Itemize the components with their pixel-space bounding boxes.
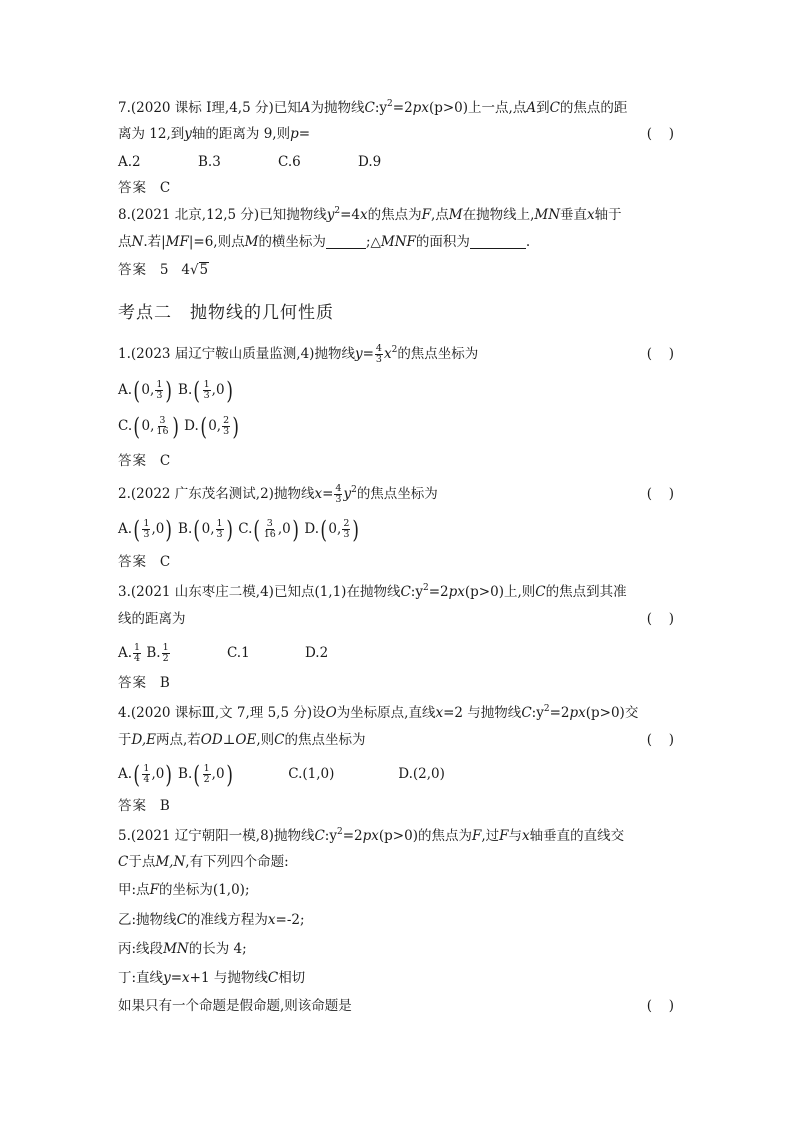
q8-text: 的面积为 [415,234,470,250]
answer-parens [647,484,674,504]
denominator: 3 [203,390,210,401]
p3-eq: =2 [428,584,449,600]
p3-line1 [118,582,674,602]
var: MN [534,207,561,223]
p5-text: ,有下列四个命题: [185,854,289,870]
numerator: 3 [159,415,166,426]
p5-text: 5.(2021 辽宁朝阳一模,8)抛物线 [118,828,315,844]
var: x [522,828,530,844]
fraction [133,643,141,664]
q7-eq: =2 [392,100,413,116]
answer-value: B [159,675,170,691]
option-b: B. [178,382,193,398]
p5-ding [118,968,305,988]
numerator: 1 [156,379,163,390]
answer-label: 答案 [118,180,147,196]
denominator: 3 [156,390,163,401]
var: x [314,486,323,502]
fraction [142,764,150,785]
fraction [155,380,163,401]
answer-value: C [159,453,171,469]
option-d: D. [304,521,320,537]
paren-open: ( [646,732,652,748]
option-a: A. [118,645,133,661]
q7-text: 7.(2020 课标 Ⅰ理,4,5 分)已知 [118,100,301,116]
denominator: 2 [203,774,210,785]
option-d: D.(2,0) [398,766,445,782]
fraction [216,519,224,540]
p4-text: 两点,若 [156,732,201,748]
exponent: 2 [351,485,357,495]
q8-line2 [118,232,530,252]
answer-parens [647,609,674,629]
q8-text: 轴于 [594,207,622,223]
var: x [435,705,444,721]
p5-text: 轴垂直的直线交 [529,828,625,844]
fill-blank-1[interactable] [326,234,366,249]
perpendicular-icon: ⊥ [222,732,236,748]
p5-eq: =2 [342,828,363,844]
var: O [325,705,337,721]
numerator: 1 [134,642,141,653]
var: D,E [131,732,156,748]
paren-open: ( [646,611,652,627]
p5-text: 的焦点为 [417,828,472,844]
var: C [364,100,375,116]
p4-text: 为坐标原点,直线 [336,705,436,721]
paren-open: ( [193,515,201,544]
var: C [400,584,411,600]
var: C [521,705,532,721]
p3-text: 3.(2021 山东枣庄二模,4)已知点(1,1)在抛物线 [118,584,401,600]
paren-open: ( [646,346,652,362]
var: M,N [155,854,186,870]
p2-options [118,515,361,544]
exponent: 2 [391,345,398,355]
var: OE [235,732,257,748]
answer-parens [647,996,674,1016]
p4-options [118,760,445,789]
var: MNF [380,234,416,250]
fraction [142,519,150,540]
denominator: 4 [143,774,150,785]
q8-eq: =4 [340,207,360,223]
p3-cond: (p>0) [464,584,504,600]
var: F [471,828,482,844]
q8-answer [118,260,209,280]
option-b: B.3 [198,154,221,170]
answer-label: 答案 [118,262,147,278]
q7-text: 为抛物线 [310,100,365,116]
var: A [526,100,537,116]
paren-open: ( [646,126,652,142]
q7-cond: (p>0) [428,100,469,116]
q7-text: 到 [536,100,550,116]
p5-text: 相切 [278,970,306,986]
answer-parens [647,730,674,750]
var: MF [165,234,189,250]
p5-text: 丙:线段 [118,941,164,957]
fraction [334,484,342,505]
var: F [421,207,431,223]
exponent: 2 [334,206,341,216]
p5-text: 的长为 4; [188,941,247,957]
numerator: 2 [223,415,230,426]
denominator: 2 [162,653,169,664]
paren-open: ( [193,760,201,789]
paren-close: ) [225,760,233,789]
fraction [375,344,383,365]
answer-value: 5 [159,262,169,278]
var: C [549,100,560,116]
fraction [203,380,211,401]
q7-options [118,152,381,172]
answer-label: 答案 [118,675,147,691]
q7-answer [118,178,170,198]
denominator: 4 [134,653,141,664]
numerator: 3 [266,518,273,529]
var: x [267,912,276,928]
p2-text: 2.(2022 广东茂名测试,2)抛物线 [118,486,315,502]
q8-line1 [118,205,674,225]
answer-value: 4 [181,262,190,278]
option-b: B. [146,645,161,661]
exponent: 2 [422,583,429,593]
q8-text: 在抛物线上, [462,207,535,223]
fraction [222,416,230,437]
p1-answer [118,451,170,471]
p4-line2 [118,730,674,750]
denominator: 16 [263,529,276,540]
exponent: 2 [336,827,343,837]
var: x [359,207,368,223]
paren-close: ) [165,760,173,789]
var: px [448,584,465,600]
var: y [163,970,171,986]
p4-text: =2 与抛物线 [443,705,522,721]
paren-close: ) [232,412,240,441]
numerator: 1 [203,379,210,390]
p3-options [118,643,328,664]
option-a: A.2 [118,154,141,170]
p3-answer [118,673,170,693]
var: C [274,732,285,748]
paren-close: ) [668,611,674,627]
q8-text: 8.(2021 北京,12,5 分)已知抛物线 [118,207,327,223]
p2-text: 的焦点坐标为 [356,486,438,502]
option-value: ,0 [211,382,225,398]
q8-text: ,点 [430,207,449,223]
option-value: 0, [328,521,342,537]
p4-cond: (p>0) [585,705,625,721]
fraction [263,519,277,540]
exponent: 2 [387,99,393,109]
paren-close: ) [668,346,674,362]
paren-open: ( [200,412,207,441]
p5-text: 的准线方程为 [186,912,268,928]
p2-answer [118,552,170,572]
option-a: A. [118,521,133,537]
var: F [499,828,509,844]
denominator: 16 [156,426,169,437]
q7-text: 的焦点的距 [559,100,628,116]
q8-text: 点 [118,234,132,250]
fraction [203,764,211,785]
var: C [535,584,546,600]
q7-text: 轴的距离为 9,则 [191,126,291,142]
fill-blank-2[interactable] [470,234,526,249]
answer-label: 答案 [118,798,147,814]
q8-text: . [525,234,531,250]
option-c: C.1 [226,645,250,661]
numerator: 4 [335,483,342,494]
q7-line1 [118,98,674,118]
q7-text: 上一点,点 [468,100,527,116]
var: y [354,346,363,362]
option-a: A. [118,766,133,782]
p5-text: 的坐标为(1,0); [158,882,250,898]
var: C [176,912,187,928]
q7-line2 [118,124,674,144]
var: y [326,207,335,223]
var: N [131,234,144,250]
denominator: 3 [375,354,382,365]
answer-parens [647,124,674,144]
paren-open: ( [253,515,261,544]
option-value: 0, [208,418,222,434]
option-value: ,0 [277,521,291,537]
denominator: 3 [216,529,223,540]
p5-text: +1 与抛物线 [189,970,268,986]
paren-close: ) [225,515,233,544]
paren-close: ) [668,126,674,142]
p5-text: 丁:直线 [118,970,164,986]
option-c: C.(1,0) [288,766,335,782]
paren-close: ) [171,412,179,441]
var: y [343,486,352,502]
q7-text: = [298,126,311,142]
sqrt-icon: √ [189,262,199,278]
denominator: 3 [143,529,150,540]
paren-open: ( [320,515,328,544]
option-value: 0, [141,382,155,398]
answer-value: B [159,798,170,814]
paren-open: ( [133,515,141,544]
fraction [155,416,169,437]
var: px [412,100,429,116]
p3-text: 线的距离为 [118,611,186,627]
p4-text: ,则 [256,732,275,748]
option-b: B. [178,521,193,537]
fraction [162,643,170,664]
answer-value: C [159,554,171,570]
p1-stem [118,344,674,365]
option-a: A. [118,382,133,398]
p4-eq: :y [531,705,544,721]
paren-open: ( [646,998,652,1014]
var: x [383,346,392,362]
option-c: C.6 [278,154,301,170]
option-d: D.2 [304,645,329,661]
var: A [300,100,311,116]
p5-text: =-2; [275,912,305,928]
p1-text: 的焦点坐标为 [397,346,479,362]
exponent: 2 [543,704,550,714]
p4-text: 的焦点坐标为 [284,732,366,748]
option-d: D. [184,418,199,434]
numerator: 1 [203,763,210,774]
p3-text: 的焦点到其准 [545,584,627,600]
answer-label: 答案 [118,453,147,469]
q8-text: |=6,则点 [188,234,245,250]
p4-line1 [118,703,674,723]
var: F [149,882,159,898]
p4-text: 于 [118,732,132,748]
p4-eq: =2 [549,705,570,721]
q8-text: ;△ [365,234,381,250]
denominator: 3 [343,529,350,540]
option-d: D.9 [358,154,382,170]
numerator: 1 [143,763,150,774]
var: M [448,207,463,223]
paren-open: ( [133,412,141,441]
p5-jia [118,880,250,900]
paren-close: ) [165,376,173,405]
q8-text: 的焦点为 [367,207,422,223]
p5-line1 [118,826,674,846]
var: px [569,705,586,721]
var: x [182,970,190,986]
option-b: B. [178,766,193,782]
p5-text: ,过 [481,828,500,844]
p5-cond: (p>0) [378,828,418,844]
numerator: 1 [216,518,223,529]
option-c: C. [118,418,133,434]
p4-text: 交 [624,705,639,721]
option-value: 0, [201,521,215,537]
p5-last [118,996,674,1016]
p5-bing [118,939,247,959]
p1-text: 1.(2023 届辽宁鞍山质量监测,4)抛物线 [118,346,355,362]
option-value: ,0 [151,521,165,537]
var: C [314,828,325,844]
q7-eq: :y [374,100,388,116]
var: OD [200,732,223,748]
p1-options-cd [118,412,241,441]
denominator: 3 [335,494,342,505]
p5-yi [118,910,305,930]
var: C [267,970,279,986]
p3-line2 [118,609,674,629]
paren-open: ( [646,486,652,502]
p5-text: 甲:点 [118,882,150,898]
paren-open: ( [193,376,201,405]
p5-text: 如果只有一个命题是假命题,则该命题是 [118,998,352,1014]
answer-value: C [159,180,171,196]
p5-text: 与 [508,828,523,844]
var: M [244,234,259,250]
q8-text: .若| [143,234,166,250]
var: p [290,126,299,142]
answer-label: 答案 [118,554,147,570]
q7-text: 离为 12,到 [118,126,185,142]
p2-stem [118,484,674,505]
numerator: 1 [162,642,169,653]
p5-text: = [170,970,183,986]
p5-text: 于点 [128,854,156,870]
p5-eq: :y [324,828,337,844]
p3-text: 上,则 [503,584,536,600]
var: x [587,207,595,223]
var: px [362,828,379,844]
p4-answer [118,796,170,816]
paren-open: ( [133,760,141,789]
p2-text: = [322,486,334,502]
option-c: C. [238,521,253,537]
numerator: 4 [375,343,382,354]
paren-close: ) [165,515,173,544]
option-value: ,0 [211,766,225,782]
q8-text: 的横坐标为 [258,234,326,250]
answer-parens [647,344,674,364]
numerator: 1 [143,518,150,529]
paren-close: ) [668,998,674,1014]
paren-open: ( [133,376,141,405]
paren-close: ) [668,732,674,748]
denominator: 3 [223,426,230,437]
var: C [118,854,129,870]
p5-text: 乙:抛物线 [118,912,177,928]
section-title: 考点二 抛物线的几何性质 [118,303,334,323]
paren-close: ) [225,376,233,405]
var: y [184,126,192,142]
var: MN [163,941,189,957]
fraction [342,519,350,540]
p1-options-ab [118,376,234,405]
p3-eq: :y [410,584,423,600]
p1-text: = [362,346,374,362]
answer-value: 5 [199,262,209,278]
option-value: ,0 [151,766,165,782]
option-value: 0, [141,418,155,434]
paren-close: ) [292,515,299,544]
paren-close: ) [352,515,360,544]
paren-close: ) [668,486,674,502]
numerator: 2 [343,518,350,529]
q8-text: 垂直 [560,207,588,223]
p4-text: 4.(2020 课标Ⅲ,文 7,理 5,5 分)设 [118,705,326,721]
p5-line2 [118,852,289,872]
